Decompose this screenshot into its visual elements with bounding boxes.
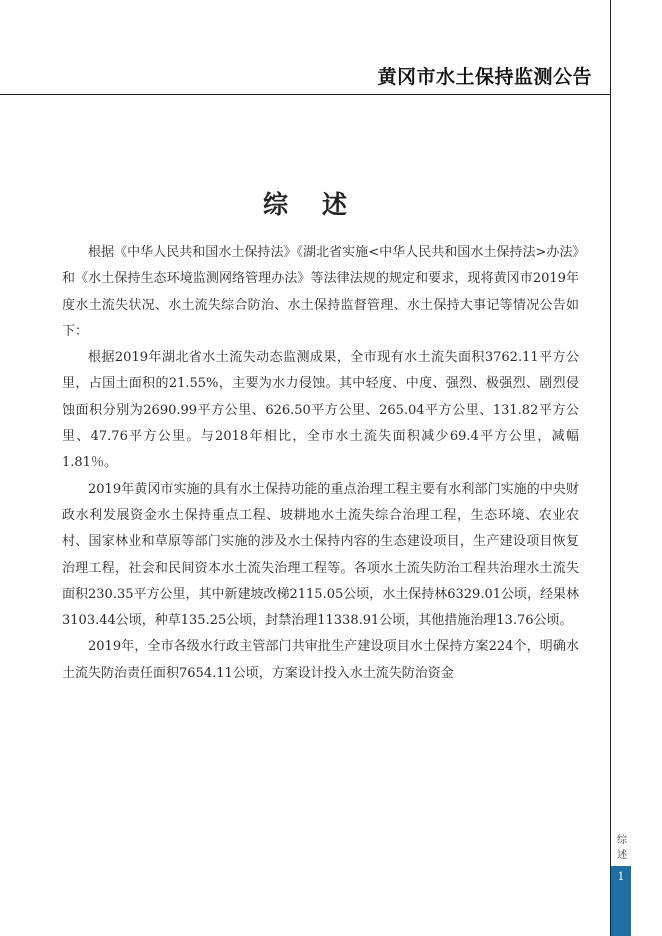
page-number-tab: 1	[611, 866, 631, 936]
side-tab-section-label: 综述	[617, 835, 627, 861]
paragraph-supervision: 2019年，全市各级水行政主管部门共审批生产建设项目水土保持方案224个，明确水土流失防治责任面积7654.11公顷，方案设计投入水土流失防治资金	[62, 639, 579, 681]
paragraph-soil-erosion-status: 根据2019年湖北省水土流失动态监测成果，全市现有水土流失面积3762.11平方公里，占国土面积的21.55%，主要为水力侵蚀。其中轻度、中度、强烈、极强烈、剧烈侵蚀面积分别为2690.99平方公里、626.50平方公里、265.04平方公里、131.82平方公里、47.76平方公里。与2018年相比，全市水土流失面积减少69.4平方公里，减幅1.81％。	[62, 350, 579, 471]
running-header-title: 黄冈市水土保持监测公告	[377, 66, 592, 88]
body-text	[62, 240, 579, 687]
header-rule	[0, 94, 610, 95]
paragraph-governance-projects: 2019年黄冈市实施的具有水土保持功能的重点治理工程主要有水利部门实施的中央财政水利发展资金水土保持重点工程、坡耕地水土流失综合治理工程，生态环境、农业农村、国家林业和草原等部门实施的涉及水土保持内容的生态建设项目，生产建设项目恢复治理工程，社会和民间资本水土流失治理工程等。各项水土流失防治工程共治理水土流失面积230.35平方公里，其中新建坡改梯2115.05公顷，水土保持林6329.01公顷，经果林3103.44公顷，种草135.25公顷，封禁治理11338.91公顷，其他措施治理13.76公顷。	[62, 481, 580, 629]
margin-rule	[610, 0, 611, 936]
section-title: 综述	[262, 190, 381, 219]
paragraph-intro: 根据《中华人民共和国水土保持法》《湖北省实施<中华人民共和国水土保持法>办法》和《水土保持生态环境监测网络管理办法》等法律法规的规定和要求，现将黄冈市2019年度水土流失状况、水土流失综合防治、水土保持监督管理、水土保持大事记等情况公告如下：	[62, 245, 579, 339]
